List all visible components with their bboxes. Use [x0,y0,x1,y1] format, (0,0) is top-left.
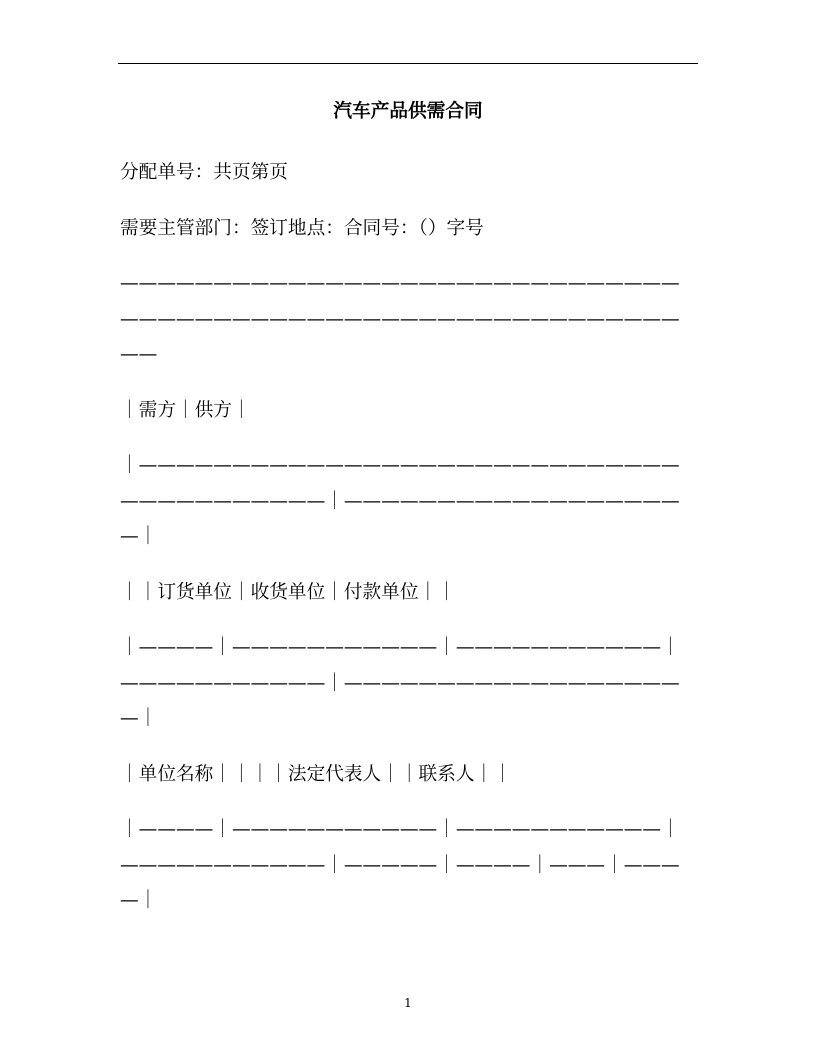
table-border-line: —｜ [120,890,158,911]
table-border-line: ———————————｜—————————————————— [120,672,680,694]
table-border-line: —————————————————————————————— [120,273,680,294]
header-rule [118,63,698,64]
table-row-unit-name [120,757,700,793]
paragraph-distribution-number [120,155,700,191]
table-row-units [120,575,700,611]
table-row-parties [120,393,700,429]
table-border-line: —｜ [120,526,158,547]
table-separator [120,630,700,737]
table-border-line: ———————————｜—————————————————— [120,490,680,512]
page-number: 1 [404,996,412,1010]
table-row-text: ｜单位名称｜｜｜｜法定代表人｜｜联系人｜｜ [120,763,512,785]
table-border-line: —— [120,344,158,365]
document-title: 汽车产品供需合同 [333,100,483,122]
paragraph-table-top-border [120,266,700,373]
table-row-text: ｜｜订货单位｜收货单位｜付款单位｜｜ [120,581,456,603]
text-line: 需要主管部门：签订地点：合同号：（）字号 [120,217,484,239]
table-separator [120,812,700,919]
table-border-line: ———————————｜—————｜————｜———｜——— [120,854,680,876]
paragraph-department [120,211,700,247]
table-border-line: ｜————————————————————————————— [120,455,680,476]
table-border-line: ｜————｜———————————｜———————————｜ [120,637,680,658]
table-separator [120,448,700,555]
document-body [120,155,700,939]
text-line: 分配单号：共页第页 [120,162,288,183]
table-row-text: ｜需方｜供方｜ [120,399,251,421]
table-border-line: —｜ [120,708,158,729]
table-border-line: —————————————————————————————— [120,308,680,330]
table-border-line: ｜————｜———————————｜———————————｜ [120,819,680,840]
